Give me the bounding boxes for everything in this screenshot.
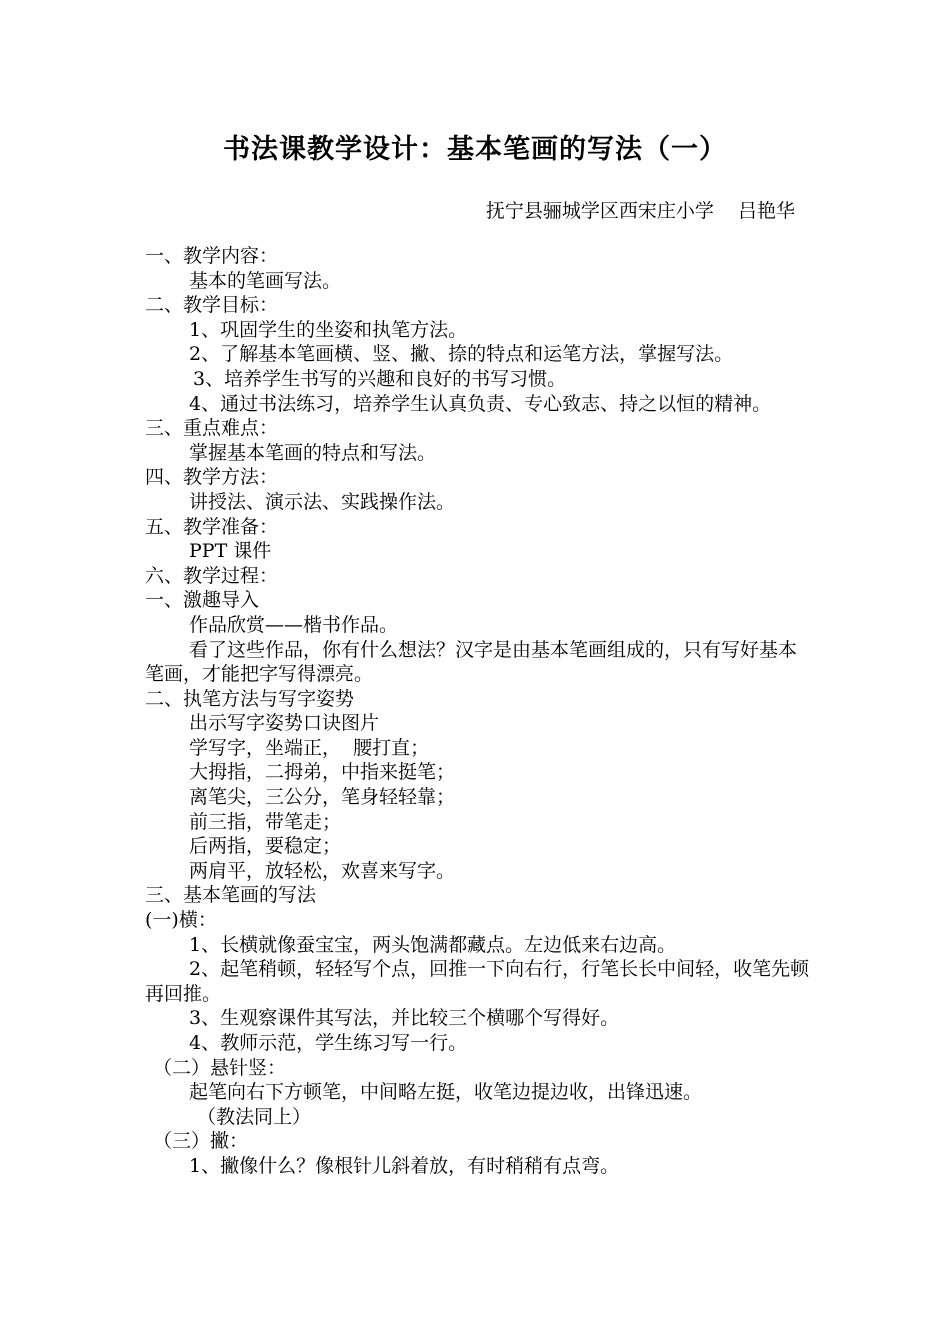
subsection-heading: （三）撇：: [153, 1130, 249, 1153]
section-heading: 三、基本笔画的写法: [145, 884, 317, 907]
paragraph-line: 4、通过书法练习，培养学生认真负责、专心致志、持之以恒的精神。: [189, 392, 772, 415]
section-heading: 五、教学准备：: [145, 515, 279, 538]
paragraph-line: 大拇指，二拇弟，中指来挺笔；: [189, 761, 456, 784]
paragraph-line: 后两指，要稳定；: [189, 835, 342, 858]
paragraph-line: 2、了解基本笔画横、竖、撇、捺的特点和运笔方法，掌握写法。: [189, 343, 734, 366]
paragraph-line: 两肩平，放轻松，欢喜来写字。: [189, 859, 456, 882]
subsection-heading: （二）悬针竖：: [153, 1056, 287, 1079]
paragraph-line: 基本的笔画写法。: [189, 269, 342, 292]
paragraph-line: 出示写字姿势口诀图片: [189, 712, 380, 735]
paragraph-line: 2、起笔稍顿，轻轻写个点，回推一下向右行，行笔长长中间轻，收笔先顿再回推。: [145, 958, 810, 1005]
paragraph-line: 看了这些作品，你有什么想法？汉字是由基本笔画组成的，只有写好基本笔画，才能把字写得漂亮。: [145, 638, 798, 686]
subsection-heading: (一)横：: [145, 909, 217, 932]
paragraph-line: 3、生观察课件其写法，并比较三个横哪个写得好。: [189, 1007, 620, 1030]
section-heading: 四、教学方法：: [145, 466, 279, 489]
section-heading: 一、激趣导入: [145, 589, 260, 612]
section-heading: 一、教学内容：: [145, 245, 279, 267]
paragraph-line: 1、撇像什么？像根针儿斜着放，有时稍稍有点弯。: [189, 1154, 620, 1177]
paragraph-line: PPT 课件: [189, 540, 272, 563]
paragraph-line: 掌握基本笔画的特点和写法。: [189, 441, 437, 464]
paragraph-line: （教法同上）: [197, 1105, 312, 1128]
document-title: 书法课教学设计：基本笔画的写法（一）: [223, 134, 727, 165]
paragraph-line: 学写字，坐端正， 腰打直；: [189, 736, 430, 759]
paragraph-line: 讲授法、演示法、实践操作法。: [189, 490, 456, 513]
paragraph-line: 离笔尖，三公分，笔身轻轻靠；: [189, 786, 456, 809]
section-heading: 三、重点难点：: [145, 417, 279, 440]
paragraph-line: 前三指，带笔走；: [189, 810, 342, 833]
document-body: [145, 244, 810, 1179]
paragraph-line: 4、教师示范，学生练习写一行。: [189, 1032, 468, 1054]
paragraph-line: 1、长横就像蚕宝宝，两头饱满都藏点。左边低来右边高。: [189, 933, 677, 956]
paragraph-line: 作品欣赏——楷书作品。: [189, 613, 399, 636]
paragraph-line: 3、培养学生书写的兴趣和良好的书写习惯。: [193, 367, 567, 390]
paragraph-line: 起笔向右下方顿笔，中间略左挺，收笔边提边收，出锋迅速。: [189, 1081, 703, 1104]
paragraph-line: 1、巩固学生的坐姿和执笔方法。: [189, 318, 468, 341]
document-author: 抚宁县骊城学区西宋庄小学 吕艳华: [485, 200, 795, 222]
section-heading: 二、执笔方法与写字姿势: [145, 687, 355, 710]
section-heading: 二、教学目标：: [145, 294, 279, 317]
section-heading: 六、教学过程：: [145, 564, 279, 587]
